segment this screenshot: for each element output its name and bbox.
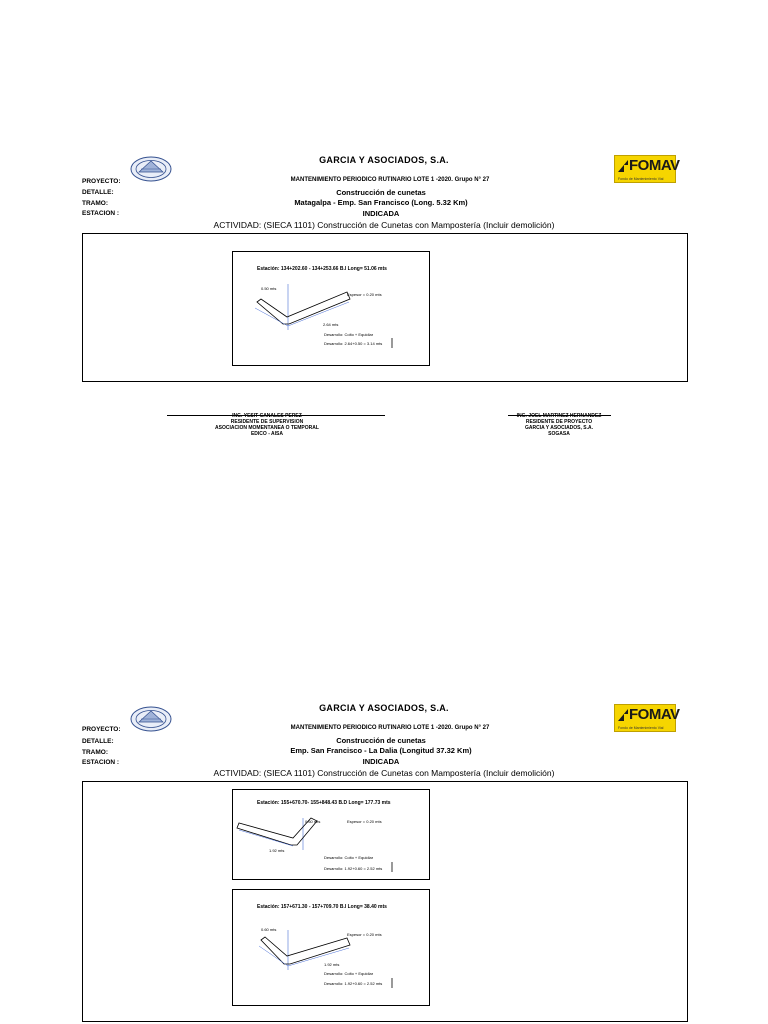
signer-org-left: ASOCIACION MOMENTANEA O TEMPORAL bbox=[215, 425, 319, 431]
signature-block-right bbox=[490, 413, 628, 437]
desarrollo-formula-label: Desarrollo: Colto + Equidiar bbox=[324, 971, 374, 976]
left-dimension-label: 0.50 mts bbox=[261, 286, 277, 291]
label-detalle: DETALLE: bbox=[82, 189, 114, 196]
fomav-mark-icon bbox=[617, 159, 629, 173]
desarrollo-result-label: Desarrollo: 1.92+0.60 = 2.52 mts bbox=[324, 981, 383, 986]
label-tramo: TRAMO: bbox=[82, 200, 108, 207]
gutter-cross-section-drawing bbox=[233, 890, 431, 1007]
signer-role-left: RESIDENTE DE SUPERVISION bbox=[230, 419, 304, 425]
gutter-cross-section-drawing bbox=[233, 252, 431, 367]
espesor-label: Espesor = 0.20 mts bbox=[347, 292, 382, 297]
signature-block-left bbox=[167, 413, 367, 437]
project-value: MANTENIMIENTO PERIODICO RUTINARIO LOTE 1 -2020. Grupo N° 27 bbox=[290, 725, 490, 731]
section-drawing-panel bbox=[232, 251, 430, 366]
signer-role-right: RESIDENTE DE PROYECTO bbox=[525, 419, 593, 425]
bottom-dimension-label: 2.64 mts bbox=[323, 322, 339, 327]
desarrollo-formula-label: Desarrollo: Colto + Equidiar bbox=[324, 332, 374, 337]
fomav-logo-text: FOMAV bbox=[629, 157, 680, 174]
station-label: Estación: 155+670.70- 155+848.43 B.D Long= 177.73 mts bbox=[257, 800, 391, 806]
label-estacion: ESTACION : bbox=[82, 759, 120, 766]
fomav-mark-icon bbox=[617, 708, 629, 722]
espesor-label: Espesor = 0.20 mts bbox=[347, 932, 382, 937]
left-dimension-label: 0.60 mts bbox=[261, 927, 277, 932]
signer-org-right: GARCIA Y ASOCIADOS, S.A. bbox=[524, 425, 594, 431]
gutter-outline bbox=[237, 818, 317, 845]
gutter-outline bbox=[261, 937, 350, 964]
label-estacion: ESTACION : bbox=[82, 210, 120, 217]
signer-name-right: ING. JOEL MARTINEZ HERNANDEZ bbox=[516, 413, 602, 419]
activity-value: ACTIVIDAD: (SIECA 1101) Construcción de Cunetas con Mampostería (Incluir demolición) bbox=[213, 768, 555, 778]
tramo-value: Emp. San Francisco - La Dalia (Longitud 37.32 Km) bbox=[290, 746, 472, 755]
gutter-outline bbox=[257, 292, 350, 324]
fomav-logo-subtitle: Fondo de Mantenimiento Vial bbox=[618, 177, 664, 181]
station-label: Estación: 134+202.60 - 134+253.66 B.I Long= 51.06 mts bbox=[257, 266, 387, 272]
dimension-line bbox=[259, 946, 349, 966]
section-drawing-panel bbox=[232, 789, 430, 880]
fomav-logo-subtitle: Fondo de Mantenimiento Vial bbox=[618, 726, 664, 730]
activity-value: ACTIVIDAD: (SIECA 1101) Construcción de Cunetas con Mampostería (Incluir demolición) bbox=[213, 220, 555, 230]
left-dimension-label: 0.60 mts bbox=[305, 819, 321, 824]
label-proyecto: PROYECTO: bbox=[82, 726, 121, 733]
desarrollo-formula-label: Desarrollo: Colto + Equidiar bbox=[324, 855, 374, 860]
dimension-line bbox=[239, 830, 293, 846]
estacion-value: INDICADA bbox=[362, 757, 400, 766]
gutter-cross-section-drawing bbox=[233, 790, 431, 881]
station-label: Estación: 157+671.30 - 157+709.70 B.I Long= 38.40 mts bbox=[257, 904, 387, 910]
label-proyecto: PROYECTO: bbox=[82, 178, 121, 185]
signer-name-left: ING. YESIT CANALES PEREZ bbox=[232, 413, 302, 419]
company-name: GARCIA Y ASOCIADOS, S.A. bbox=[319, 703, 449, 713]
label-detalle: DETALLE: bbox=[82, 738, 114, 745]
bottom-dimension-label: 1.92 mts bbox=[324, 962, 340, 967]
estacion-value: INDICADA bbox=[362, 209, 400, 218]
project-value: MANTENIMIENTO PERIODICO RUTINARIO LOTE 1 -2020. Grupo N° 27 bbox=[290, 177, 490, 183]
fomav-logo-text: FOMAV bbox=[629, 706, 680, 723]
detail-value: Construcción de cunetas bbox=[336, 188, 426, 197]
espesor-label: Espesor = 0.20 mts bbox=[347, 819, 382, 824]
label-tramo: TRAMO: bbox=[82, 749, 108, 756]
signer-company-left: EDICO - AISA bbox=[250, 431, 284, 437]
signer-company-right: SOGASA bbox=[548, 431, 570, 437]
desarrollo-result-label: Desarrollo: 2.64+0.50 = 3.14 mts bbox=[324, 341, 383, 346]
section-drawing-panel bbox=[232, 889, 430, 1006]
company-name: GARCIA Y ASOCIADOS, S.A. bbox=[319, 155, 449, 165]
tramo-value: Matagalpa - Emp. San Francisco (Long. 5.32 Km) bbox=[294, 198, 468, 207]
detail-value: Construcción de cunetas bbox=[336, 736, 426, 745]
bottom-dimension-label: 1.92 mts bbox=[269, 848, 285, 853]
desarrollo-result-label: Desarrollo: 1.92+0.60 = 2.52 mts bbox=[324, 866, 383, 871]
